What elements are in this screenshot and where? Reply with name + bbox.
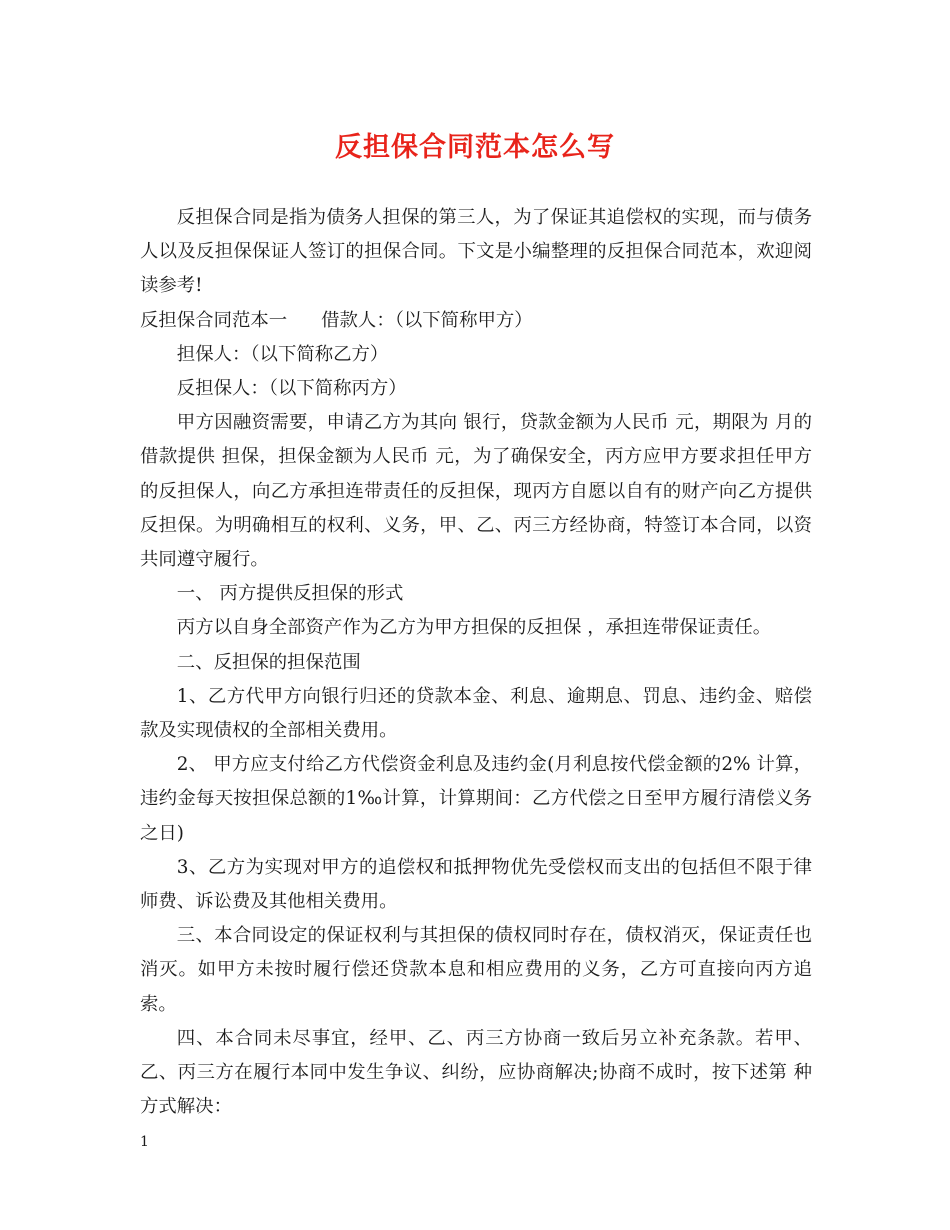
section-2-item-3: 3、乙方为实现对甲方的追偿权和抵押物优先受偿权而支出的包括但不限于律师费、诉讼费及其他相关费用。 — [140, 856, 812, 913]
preamble-paragraph: 甲方因融资需要，申请乙方为其向 银行，贷款金额为人民币 元，期限为 月的借款提供 担保，担保金额为人民币 元，为了确保安全，丙方应甲方要求担任甲方的反担保人，向乙方承担连带责任的反担保，现丙方自愿以自有的财产向乙方提供反担保。为明确相互的权利、义务，甲、乙、丙三方经协商，特签订本合同，以资共同遵守履行。 — [140, 412, 812, 571]
guarantor-line: 担保人：（以下简称乙方） — [176, 343, 389, 365]
section-2-item-2: 2、 甲方应支付给乙方代偿资金利息及违约金(月利息按代偿金额的2% 计算，违约金每天按担保总额的1‰计算，计算期间：乙方代偿之日至甲方履行清偿义务之日) — [140, 754, 812, 844]
document-title: 反担保合同范本怎么写 — [335, 132, 615, 163]
intro-paragraph: 反担保合同是指为债务人担保的第三人，为了保证其追偿权的实现，而与债务人以及反担保保证人签订的担保合同。下文是小编整理的反担保合同范本，欢迎阅读参考! — [140, 207, 812, 297]
section-3-paragraph: 三、本合同设定的保证权利与其担保的债权同时存在，债权消灭，保证责任也消灭。如甲方未按时履行偿还贷款本息和相应费用的义务，乙方可直接向丙方追索。 — [140, 925, 812, 1015]
section-2-item-1: 1、乙方代甲方向银行归还的贷款本金、利息、逾期息、罚息、违约金、赔偿款及实现债权的全部相关费用。 — [140, 685, 812, 742]
template-heading-line — [140, 304, 812, 338]
page-number: 1 — [140, 1134, 149, 1150]
counter-guarantor-line: 反担保人：（以下简称丙方） — [176, 378, 407, 400]
section-4-paragraph: 四、本合同未尽事宜，经甲、乙、丙三方协商一致后另立补充条款。若甲、乙、丙三方在履行本同中发生争议、纠纷，应协商解决;协商不成时，按下述第 种方式解决： — [140, 1027, 812, 1118]
section-2-title: 二、反担保的担保范围 — [176, 651, 361, 673]
section-1-title: 一、 丙方提供反担保的形式 — [176, 583, 404, 605]
section-1-body: 丙方以自身全部资产作为乙方为甲方担保的反担保 ，承担连带保证责任。 — [176, 617, 772, 639]
borrower-line: 借款人：（以下简称甲方） — [321, 309, 533, 331]
template-heading-label: 反担保合同范本一 — [140, 309, 288, 331]
document-body — [140, 201, 812, 1124]
